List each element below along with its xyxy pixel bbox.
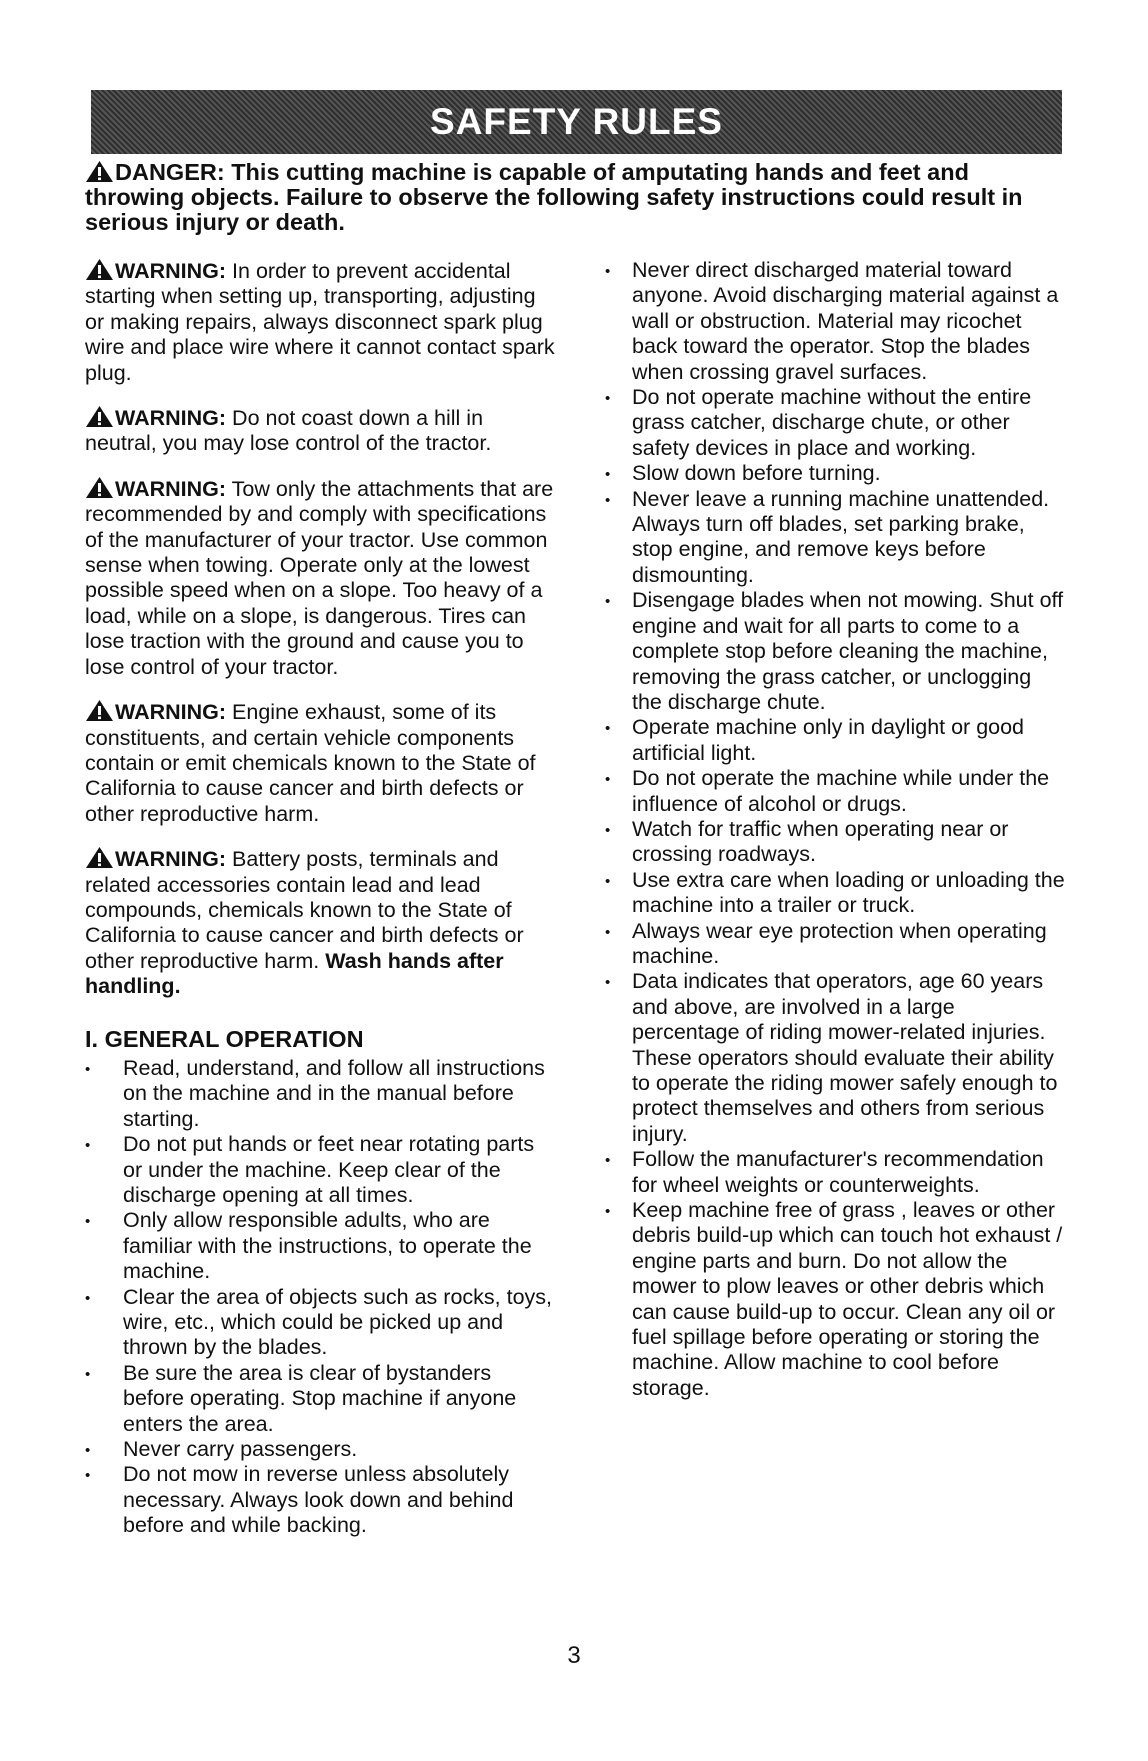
general-operation-list-right (605, 258, 1067, 1401)
list-item: • Do not put hands or feet near rotating parts or under the machine. Keep clear of the discharge opening at all times. (85, 1132, 558, 1208)
list-item: • Never leave a running machine unattended. Always turn off blades, set parking brake, stop engine, and remove keys before dismounting. (605, 487, 1067, 589)
list-item: • Slow down before turning. (605, 461, 1067, 486)
list-item: • Operate machine only in daylight or good artificial light. (605, 715, 1067, 766)
safety-alert-icon (85, 160, 114, 183)
warning-block (85, 405, 558, 457)
warning-text: In order to prevent accidental starting when setting up, transporting, adjusting or making repairs, always disconnect spark plug wire and place wire where it cannot contact spark plug. (85, 259, 555, 385)
safety-alert-icon (85, 476, 114, 499)
safety-alert-icon (85, 699, 114, 722)
list-item: • Follow the manufacturer's recommendation for wheel weights or counterweights. (605, 1147, 1067, 1198)
page-title: SAFETY RULES (430, 101, 723, 142)
warning-block (85, 476, 558, 680)
safety-alert-icon (85, 258, 114, 281)
warning-text: Tow only the attachments that are recommended by and comply with specifications of the manufacturer of your tractor. Use common sense when towing. Operate only at the lowest possible speed when on a slope. Too heavy of a load, while on a slope, is dangerous. Tires can lose traction with the ground and cause you to lose control of your tractor. (85, 476, 554, 679)
list-item: • Only allow responsible adults, who are familiar with the instructions, to operate the machine. (85, 1208, 558, 1284)
list-item: • Disengage blades when not mowing. Shut off engine and wait for all parts to come to a complete stop before cleaning the machine, removing the grass catcher, or unclogging the discharge chute. (605, 588, 1067, 715)
danger-statement (85, 160, 1070, 235)
list-item: • Keep machine free of grass , leaves or other debris build-up which can touch hot exhaust / engine parts and burn. Do not allow the mower to plow leaves or other debris which can cause build-up to occur. Clean any oil or fuel spillage before operating or storing the machine. Allow machine to cool before storage. (605, 1198, 1067, 1401)
list-item: • Clear the area of objects such as rocks, toys, wire, etc., which could be picked up and thrown by the blades. (85, 1285, 558, 1361)
list-item: • Be sure the area is clear of bystanders before operating. Stop machine if anyone enters the area. (85, 1361, 558, 1437)
warning-label: WARNING: (115, 406, 227, 431)
list-item: • Never direct discharged material toward anyone. Avoid discharging material against a wall or obstruction. Material may ricochet back toward the operator. Stop the blades when crossing gravel surfaces. (605, 258, 1067, 385)
list-item: • Do not mow in reverse unless absolutely necessary. Always look down and behind before and while backing. (85, 1462, 558, 1538)
warning-text: Engine exhaust, some of its constituents, and certain vehicle components contain or emit chemicals known to the State of California to cause cancer and birth defects or other reproductive harm. (85, 700, 536, 826)
list-item: • Watch for traffic when operating near or crossing roadways. (605, 817, 1067, 868)
left-column (85, 258, 558, 1539)
general-operation-list-left (85, 1056, 558, 1539)
warning-block (85, 699, 558, 827)
wash-hands-note: Wash hands after handling. (85, 948, 504, 999)
warning-label: WARNING: (115, 847, 227, 872)
list-item: • Data indicates that operators, age 60 years and above, are involved in a large percentage of riding mower-related injuries. These operators should evaluate their ability to operate the riding mower safely enough to protect themselves and others from serious injury. (605, 969, 1067, 1147)
warning-block (85, 846, 558, 999)
warning-label: WARNING: (115, 259, 227, 283)
warning-label: WARNING: (115, 700, 227, 725)
list-item: • Read, understand, and follow all instructions on the machine and in the manual before starting. (85, 1056, 558, 1132)
list-item: • Do not operate the machine while under the influence of alcohol or drugs. (605, 766, 1067, 817)
safety-alert-icon (85, 405, 114, 428)
warning-text: Do not coast down a hill in neutral, you may lose control of the tractor. (85, 406, 492, 456)
warning-text: Battery posts, terminals and related accessories contain lead and lead compounds, chemicals known to the State of California to cause cancer and birth defects or other reproductive harm. (85, 847, 524, 973)
right-column (605, 258, 1067, 1401)
warning-label: WARNING: (115, 476, 227, 501)
danger-label: DANGER: (115, 159, 225, 185)
warning-block (85, 258, 558, 386)
page-number: 3 (567, 1642, 581, 1669)
list-item: • Always wear eye protection when operating machine. (605, 919, 1067, 970)
safety-alert-icon (85, 846, 114, 869)
list-item: • Do not operate machine without the entire grass catcher, discharge chute, or other safety devices in place and working. (605, 385, 1067, 461)
danger-text: This cutting machine is capable of amputating hands and feet and throwing objects. Failure to observe the following safety instructions could result in serious injury or death. (85, 159, 1023, 235)
list-item: • Use extra care when loading or unloading the machine into a trailer or truck. (605, 868, 1067, 919)
safety-rules-banner (91, 90, 1062, 154)
section-heading: I. GENERAL OPERATION (85, 1025, 364, 1052)
list-item: • Never carry passengers. (85, 1437, 558, 1462)
